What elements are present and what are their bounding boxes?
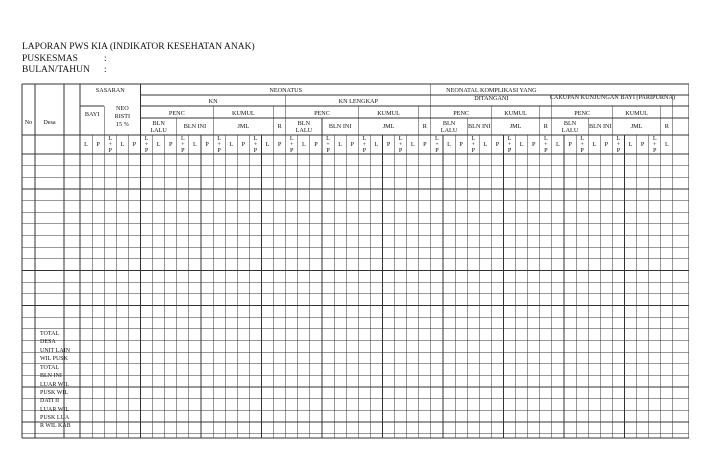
sub-col-label: P (616, 147, 621, 154)
neo-risti-label: RISTI (114, 113, 131, 120)
neo-risti-label: NEO (115, 105, 129, 112)
sub-col-label: P (181, 147, 185, 154)
sub-col-label: + (507, 141, 512, 148)
sub-col-label: L (253, 135, 258, 142)
penc-label: PENC (574, 110, 591, 117)
sub-col-label: L (447, 141, 451, 148)
col-no-label: No (24, 119, 33, 126)
sub-col-label: P (423, 141, 427, 148)
puskesmas-label: PUSKESMAS (22, 53, 78, 64)
r-label: R (422, 123, 427, 130)
sub-col-label: P (653, 147, 657, 154)
sub-col-label: + (181, 141, 185, 148)
sub-col-label: P (435, 147, 439, 154)
sub-col-label: P (568, 141, 572, 148)
sub-col-label: L (556, 141, 560, 148)
sub-col-label: L (362, 135, 367, 142)
sub-col-label: L (144, 135, 149, 142)
sasaran-label: SASARAN (95, 87, 125, 94)
bln-ini-label: BLN INI (183, 123, 207, 130)
sub-col-label: L (410, 141, 415, 148)
footer-row-label: WIL PUSK (40, 356, 68, 362)
footer-row-label: DESA (40, 339, 56, 345)
sub-col-label: L (507, 135, 512, 142)
bln-lalu-label: LALU (561, 127, 579, 134)
sub-col-label: P (169, 141, 173, 148)
footer-row-label: BLN INI (40, 373, 62, 379)
r-label: R (277, 123, 282, 130)
sub-col-label: P (459, 141, 463, 148)
sub-col-label: L (616, 135, 621, 142)
sub-col-label: + (144, 141, 149, 148)
r-label: R (543, 123, 548, 130)
sub-col-label: + (471, 141, 475, 148)
sub-col-label: L (84, 141, 88, 148)
penc-label: PENC (168, 110, 185, 117)
puskesmas-separator: : (104, 53, 107, 64)
kumul-label: KUMUL (377, 110, 400, 117)
sub-col-label: P (253, 147, 258, 154)
sub-col-label: + (616, 141, 621, 148)
sub-col-label: P (507, 147, 512, 154)
sub-col-label: L (483, 141, 488, 148)
bln-ini-label: BLN INI (328, 123, 352, 130)
komplikasi-label: DITANGANI (474, 95, 509, 102)
r-label: R (664, 123, 669, 130)
sub-col-label: P (604, 141, 609, 148)
sub-col-label: P (640, 141, 645, 148)
kn-lengkap-label: KN LENGKAP (338, 98, 378, 105)
sub-col-label: + (435, 141, 439, 148)
sub-col-label: + (580, 141, 584, 148)
jml-label: JML (382, 123, 395, 130)
footer-row-label: TOTAL (40, 365, 60, 371)
sub-col-label: P (314, 141, 318, 148)
sub-col-label: + (653, 141, 657, 148)
sub-col-label: + (362, 141, 367, 148)
sub-col-label: L (180, 135, 185, 142)
sub-col-label: + (217, 141, 221, 148)
sub-col-label: P (386, 141, 391, 148)
komplikasi-label: NEONATAL KOMPLIKASI YANG (446, 87, 537, 94)
bln-lalu-label: LALU (295, 127, 313, 134)
bln-lalu-label: BLN (297, 120, 311, 127)
sub-col-label: L (435, 135, 439, 142)
sub-col-label: P (532, 141, 536, 148)
kumul-label: KUMUL (625, 110, 648, 117)
sub-col-label: P (362, 147, 367, 154)
footer-row-label: PUSK WIL (40, 390, 69, 396)
sub-col-label: P (350, 141, 354, 148)
sub-col-label: L (229, 141, 234, 148)
sub-col-label: L (374, 141, 379, 148)
footer-row-label: DATI II (40, 398, 60, 404)
bln-ini-label: BLN INI (589, 123, 612, 130)
sub-col-label: L (289, 135, 294, 142)
sub-col-label: L (338, 141, 343, 148)
footer-row-label: TOTAL (40, 331, 60, 337)
sub-col-label: L (580, 135, 585, 142)
jml-label: JML (509, 123, 522, 130)
sub-col-label: L (652, 135, 657, 142)
sub-col-label: L (519, 141, 524, 148)
footer-row-label: UNIT LAIN (40, 348, 71, 354)
penc-label: PENC (453, 110, 470, 117)
footer-row-label: LUAR WIL (40, 407, 70, 413)
bln-lalu-label: BLN (442, 120, 456, 127)
sub-col-label: P (132, 141, 137, 148)
bln-lalu-label: LALU (150, 127, 167, 134)
kumul-label: KUMUL (504, 110, 527, 117)
kn-label: KN (208, 98, 218, 105)
sub-col-label: P (217, 147, 221, 154)
sub-col-label: P (495, 141, 500, 148)
kumul-label: KUMUL (232, 110, 255, 117)
sub-col-label: + (290, 141, 294, 148)
footer-row-label: PUSK LUA (40, 415, 70, 421)
sub-col-label: L (628, 141, 633, 148)
sub-col-label: P (580, 147, 584, 154)
sub-col-label: P (277, 141, 282, 148)
neonatus-label: NEONATUS (269, 87, 303, 94)
sub-col-label: + (398, 141, 403, 148)
sub-col-label: L (120, 141, 125, 148)
sub-col-label: P (290, 147, 294, 154)
sub-col-label: P (108, 147, 112, 154)
bln-lalu-label: BLN (152, 120, 165, 127)
bayi-label: BAYI (84, 111, 100, 118)
penc-label: PENC (314, 110, 330, 117)
sub-col-label: P (241, 141, 246, 148)
col-desa-label: Desa (43, 119, 56, 126)
sub-col-label: + (253, 141, 258, 148)
jml-label: JML (237, 123, 250, 130)
sub-col-label: L (398, 135, 403, 142)
footer-row-label: LUAR WIL (40, 382, 70, 388)
sub-col-label: P (205, 141, 209, 148)
sub-col-label: L (217, 135, 222, 142)
cakupan-label: CAKUPAN KUNJUNGAN BAYI (PARIPURNA) (549, 94, 676, 101)
sub-col-label: L (156, 141, 161, 148)
sub-col-label: + (544, 141, 548, 148)
report-title: LAPORAN PWS KIA (INDIKATOR KESEHATAN ANAK) (22, 42, 255, 52)
sub-col-label: + (326, 141, 330, 148)
jml-label: JML (630, 123, 643, 130)
sub-col-label: L (592, 141, 597, 148)
neo-risti-label: 15 % (115, 121, 129, 128)
sub-col-label: P (398, 147, 403, 154)
sub-col-label: P (544, 147, 548, 154)
sub-col-label: L (326, 135, 330, 142)
sub-col-label: P (326, 147, 330, 154)
sub-col-label: L (265, 141, 270, 148)
sub-col-label: L (193, 141, 197, 148)
sub-col-label: L (108, 135, 113, 142)
sub-col-label: P (96, 141, 100, 148)
period-label: BULAN/TAHUN (22, 65, 90, 75)
bln-ini-label: BLN INI (468, 123, 491, 130)
sub-col-label: P (144, 147, 149, 154)
bln-lalu-label: BLN (563, 120, 577, 127)
sub-col-label: P (471, 147, 475, 154)
period-separator: : (104, 65, 107, 75)
sub-col-label: L (543, 135, 548, 142)
bln-lalu-label: LALU (440, 127, 458, 134)
sub-col-label: L (664, 141, 669, 148)
sub-col-label: L (301, 141, 306, 148)
sub-col-label: L (471, 135, 476, 142)
sub-col-label: + (108, 141, 112, 148)
footer-row-label: R WIL KAB (40, 423, 71, 429)
